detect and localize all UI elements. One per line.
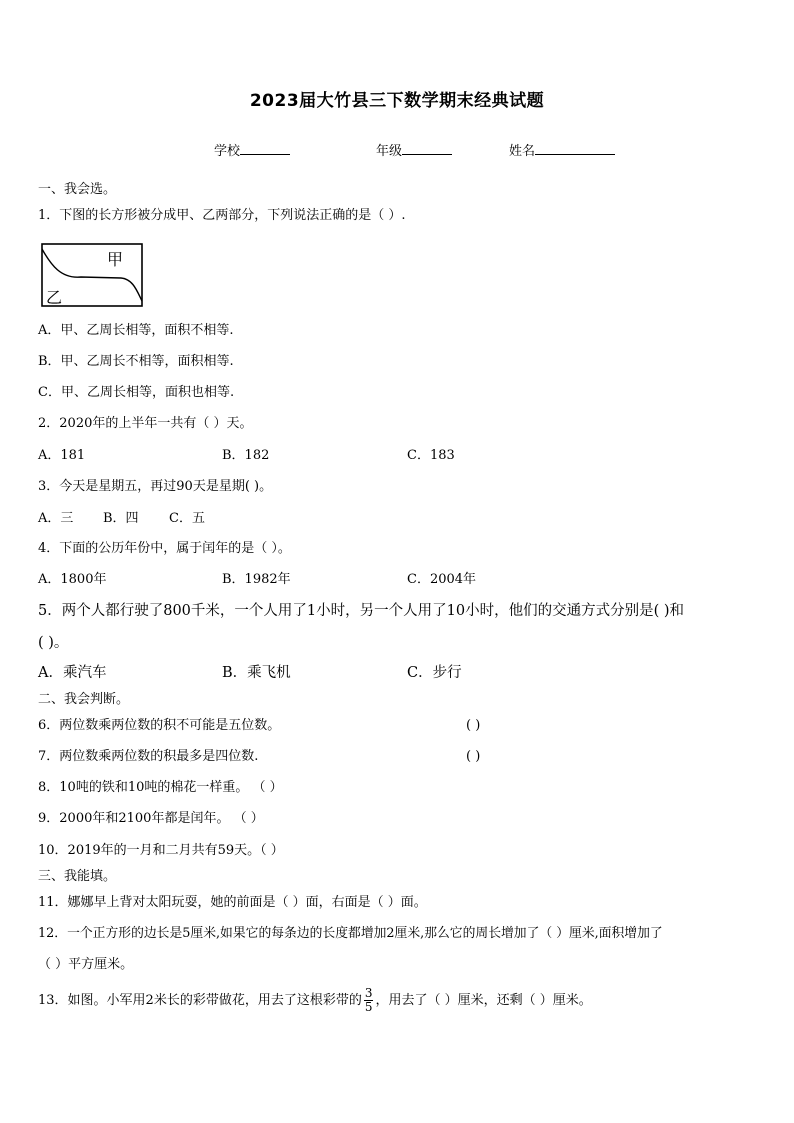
q3-option-b[interactable]: B．四 (103, 511, 139, 526)
q13-text-post: ，用去了（ ）厘米，还剩（ ）厘米。 (375, 993, 592, 1008)
q3-option-c[interactable]: C．五 (169, 511, 205, 526)
q5-option-b[interactable]: B．乘飞机 (222, 665, 291, 681)
name-field (509, 140, 615, 159)
question-1: 1．下图的长方形被分成甲、乙两部分，下列说法正确的是（ ）. (38, 208, 406, 223)
name-label: 姓名 (509, 144, 536, 159)
grade-field (376, 140, 452, 159)
q2-option-a[interactable]: A．181 (38, 448, 86, 463)
q13-fraction (364, 987, 374, 1014)
q4-option-b[interactable]: B．1982年 (222, 572, 291, 587)
school-field (214, 140, 290, 159)
question-2: 2．2020年的上半年一共有（ ）天。 (38, 416, 253, 431)
name-blank[interactable] (535, 141, 615, 155)
question-10: 10．2019年的一月和二月共有59天。（ ） (38, 843, 284, 858)
grade-blank[interactable] (402, 141, 452, 155)
q2-option-b[interactable]: B．182 (222, 448, 270, 463)
page-title: 2023届大竹县三下数学期末经典试题 (249, 91, 545, 111)
question-7: 7．两位数乘两位数的积最多是四位数. (38, 749, 259, 764)
question-11: 11．娜娜早上背对太阳玩耍，她的前面是（ ）面，右面是（ ）面。 (38, 895, 427, 910)
q13-fraction-denominator: 5 (364, 1000, 373, 1014)
question-5-cont: ( )。 (38, 635, 69, 651)
q1-option-a[interactable]: A．甲、乙周长相等，面积不相等. (38, 323, 234, 338)
section-3-heading: 三、我能填。 (38, 869, 117, 884)
grade-label: 年级 (376, 144, 403, 159)
q6-answer-blank[interactable]: ( ) (466, 718, 481, 733)
question-12-cont: （ ）平方厘米。 (38, 957, 134, 972)
school-label: 学校 (214, 144, 241, 159)
question-5: 5．两个人都行驶了800千米，一个人用了1小时，另一个人用了10小时，他们的交通方式分别是( )和 (38, 603, 684, 619)
figure-label-jia: 甲 (107, 250, 124, 269)
question-3: 3．今天是星期五，再过90天是星期( )。 (38, 479, 273, 494)
q4-option-c[interactable]: C．2004年 (407, 572, 477, 587)
section-1-heading: 一、我会选。 (38, 182, 117, 197)
question-9: 9．2000年和2100年都是闰年。 （ ） (38, 811, 264, 826)
question-6: 6．两位数乘两位数的积不可能是五位数。 (38, 718, 281, 733)
question-4: 4．下面的公历年份中，属于闰年的是（ ）。 (38, 541, 291, 556)
q5-option-c[interactable]: C．步行 (407, 665, 462, 681)
q2-option-c[interactable]: C．183 (407, 448, 455, 463)
q1-option-c[interactable]: C．甲、乙周长相等，面积也相等. (38, 385, 235, 400)
section-2-heading: 二、我会判断。 (38, 692, 130, 707)
figure-label-yi: 乙 (46, 288, 63, 307)
question-12: 12．一个正方形的边长是5厘米,如果它的每条边的长度都增加2厘米,那么它的周长增加了（ ）厘米,面积增加了 (38, 926, 663, 941)
q13-fraction-numerator: 3 (364, 986, 373, 1000)
question-13 (38, 984, 592, 1018)
q5-option-a[interactable]: A．乘汽车 (38, 665, 107, 681)
q3-option-a[interactable]: A．三 (38, 511, 74, 526)
q1-option-b[interactable]: B．甲、乙周长不相等，面积相等. (38, 354, 234, 369)
q13-text-pre: 13．如图。小军用2米长的彩带做花，用去了这根彩带的 (38, 993, 362, 1008)
school-blank[interactable] (240, 141, 290, 155)
q1-rectangle-figure (41, 243, 143, 311)
q4-option-a[interactable]: A．1800年 (38, 572, 107, 587)
q7-answer-blank[interactable]: ( ) (466, 749, 481, 764)
question-8: 8．10吨的铁和10吨的棉花一样重。 （ ） (38, 780, 283, 795)
